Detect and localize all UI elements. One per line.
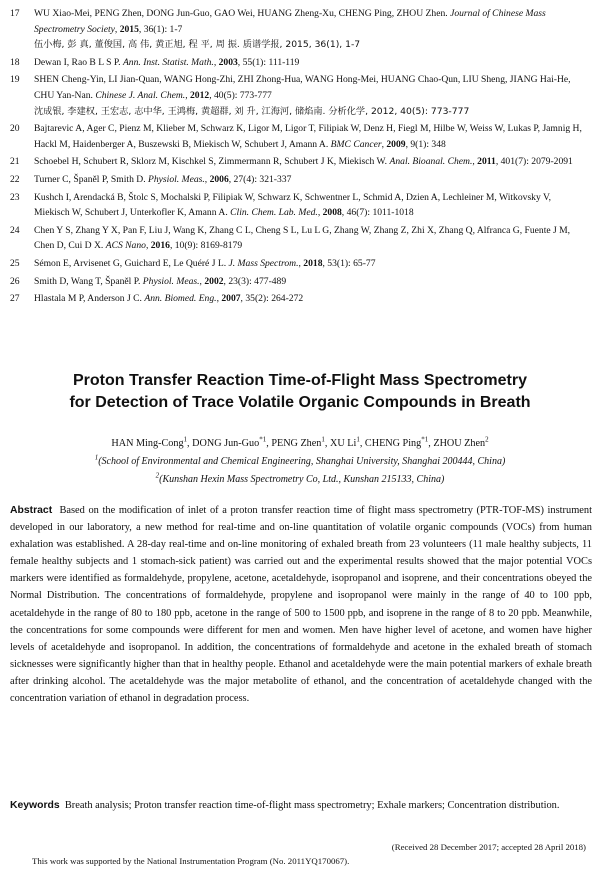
reference-volume-pages: , 9(1): 348 bbox=[405, 138, 446, 150]
keywords-label: Keywords bbox=[10, 800, 60, 811]
author-list: HAN Ming-Cong$^1$, DONG Jun-Guo$^{*1}$, PENG Zhen$^1$, XU Li$^1$, CHENG Ping$^{*1}$, ZHOU Zhen$^2$ bbox=[111, 435, 489, 449]
reference-authors: Turner C, Španěl P, Smith D. bbox=[34, 173, 146, 185]
reference-journal: Anal. Bioanal. Chem. bbox=[389, 156, 473, 168]
reference-volume-pages: , 401(7): 2079-2091 bbox=[495, 156, 573, 168]
reference-journal: Clin. Chem. Lab. Med. bbox=[230, 207, 318, 219]
reference-volume-pages: , 53(1): 65-77 bbox=[322, 257, 376, 269]
author-name: PENG Zhen bbox=[271, 438, 322, 449]
reference-number: 19 bbox=[10, 74, 20, 86]
affiliation-1-text: (School of Environmental and Chemical Engineering, Shanghai University, Shanghai 200444, China) bbox=[98, 456, 506, 467]
reference-number: 23 bbox=[10, 191, 20, 203]
reference-number: 22 bbox=[10, 173, 20, 185]
abstract bbox=[10, 502, 592, 707]
reference-volume-pages: , 10(9): 8169-8179 bbox=[169, 240, 243, 252]
reference-year: 2012 bbox=[190, 89, 210, 101]
reference-item: 19 SHEN Cheng-Yin, LI Jian-Quan, WANG Hong-Zhi, ZHI Zhong-Hua, WANG Hong-Mei, HUANG Chao-Qun, LIU Sheng, JIANG Hai-He, CHU Yan-Nan. Chinese J. Anal. Chem., 2012, 40(5): 773-777 沈成银, 李建权, 王宏志, 志中华, 王鸿梅, 黄超群, 刘 升, 江海河, 储焰南. 分析化学, 2012, 40(5): 773-777 bbox=[0, 72, 600, 119]
reference-journal: J. Mass Spectrom. bbox=[228, 257, 299, 269]
reference-item: 26 Smith D, Wang T, Španěl P. Physiol. Meas., 2002, 23(3): 477-489 bbox=[0, 274, 600, 290]
author-affiliation-marker: *1 bbox=[421, 435, 429, 444]
author-affiliation-marker: 1 bbox=[183, 435, 188, 444]
reference-year: 2002 bbox=[204, 275, 224, 287]
reference-authors: Sémon E, Arvisenet G, Guichard E, Le Quéré J L. bbox=[34, 257, 227, 269]
reference-number: 20 bbox=[10, 123, 20, 135]
reference-volume-pages: , 27(4): 321-337 bbox=[228, 173, 292, 185]
reference-item: 21 Schoebel H, Schubert R, Sklorz M, Kischkel S, Zimmermann R, Schubert J K, Miekisch W. Anal. Bioanal. Chem., 2011, 401(7): 2079-2091 bbox=[0, 154, 600, 170]
reference-item: 18 Dewan I, Rao B L S P. Ann. Inst. Statist. Math., 2003, 55(1): 111-119 bbox=[0, 55, 600, 71]
reference-list bbox=[0, 6, 600, 309]
reference-year: 2009 bbox=[386, 138, 406, 150]
reference-year: 2015 bbox=[119, 23, 139, 35]
reference-number: 21 bbox=[10, 156, 20, 168]
reference-journal: Journal of Chinese Mass Spectrometry Society bbox=[34, 8, 546, 35]
reference-authors: Hlastala M P, Anderson J C. bbox=[34, 293, 142, 305]
affiliation-1-marker: 1 bbox=[94, 453, 99, 462]
funding-note: This work was supported by the National Instrumentation Program (No. 2011YQ170067). bbox=[32, 856, 350, 866]
reference-chinese: 沈成银, 李建权, 王宏志, 志中华, 王鸿梅, 黄超群, 刘 升, 江海河, 储焰南. 分析化学, 2012, 40(5): 773-777 bbox=[34, 105, 470, 117]
reference-year: 2011 bbox=[477, 156, 496, 168]
author-affiliation-marker: 2 bbox=[485, 435, 489, 444]
author-name: ZHOU Zhen bbox=[433, 438, 486, 449]
reference-volume-pages: , 55(1): 111-119 bbox=[237, 56, 300, 68]
reference-volume-pages: , 23(3): 477-489 bbox=[223, 275, 287, 287]
author bbox=[364, 435, 429, 449]
author bbox=[271, 435, 325, 449]
reference-year: 2018 bbox=[303, 257, 323, 269]
reference-volume-pages: , 46(7): 1011-1018 bbox=[341, 207, 414, 219]
affiliation-2-text: (Kunshan Hexin Mass Spectrometry Co, Ltd., Kunshan 215133, China) bbox=[159, 474, 445, 485]
reference-authors: WU Xiao-Mei, PENG Zhen, DONG Jun-Guo, GAO Wei, HUANG Zheng-Xu, CHENG Ping, ZHOU Zhen. bbox=[34, 8, 448, 19]
received-date: (Received 28 December 2017; accepted 28 April 2018) bbox=[391, 842, 586, 852]
author-affiliation-marker: *1 bbox=[259, 435, 267, 444]
reference-volume-pages: , 36(1): 1-7 bbox=[138, 23, 183, 35]
reference-item: 25 Sémon E, Arvisenet G, Guichard E, Le Quéré J L. J. Mass Spectrom., 2018, 53(1): 65-77 bbox=[0, 256, 600, 272]
reference-authors: Chen Y S, Zhang Y X, Pan F, Liu J, Wang K, Zhang C L, Cheng S L, Lu L G, Zhang W, Zhang Z, Zhi X, Zhang Q, Alfranca G, Fuente J M, Chen D, Cui D X. bbox=[34, 224, 571, 252]
reference-journal: Chinese J. Anal. Chem. bbox=[95, 89, 186, 101]
reference-authors: Smith D, Wang T, Španěl P. bbox=[34, 275, 141, 287]
reference-number: 18 bbox=[10, 56, 20, 68]
reference-authors: Dewan I, Rao B L S P. bbox=[34, 56, 121, 68]
reference-item: 17 WU Xiao-Mei, PENG Zhen, DONG Jun-Guo, GAO Wei, HUANG Zheng-Xu, CHENG Ping, ZHOU Zhen. Journal of Chinese Mass Spectrometry Society, 2015, 36(1): 1-7 伍小梅, 彭 真, 董俊国, 高 伟, 黄正旭, 程 平, 周 振. 质谱学报, 2015, 36(1), 1-7 bbox=[0, 6, 600, 53]
reference-authors: SHEN Cheng-Yin, LI Jian-Quan, WANG Hong-Zhi, ZHI Zhong-Hua, WANG Hong-Mei, HUANG Chao-Qun, LIU Sheng, JIANG Hai-He, CHU Yan-Nan. bbox=[34, 74, 571, 101]
reference-authors: Bajtarevic A, Ager C, Pienz M, Klieber M, Schwarz K, Ligor M, Ligor T, Filipiak W, Denz H, Fiegl M, Hilbe W, Weiss W, Lukas P, Jamnig H, Hackl M, Haidenberger A, Buszewski B, Miekisch W, Schubert J, Amann A. bbox=[34, 123, 582, 150]
author-affiliation-marker: 1 bbox=[321, 435, 325, 444]
paper-title-line-2: for Detection of Trace Volatile Organic Compounds in Breath bbox=[69, 394, 531, 411]
reference-authors: Schoebel H, Schubert R, Sklorz M, Kischkel S, Zimmermann R, Schubert J K, Miekisch W. bbox=[34, 156, 388, 168]
reference-year: 2007 bbox=[221, 293, 241, 305]
reference-year: 2003 bbox=[218, 56, 238, 68]
affiliation-2-marker: 2 bbox=[155, 471, 160, 480]
reference-journal: ACS Nano bbox=[105, 240, 146, 252]
affiliation-2 bbox=[0, 471, 600, 485]
reference-journal: BMC Cancer bbox=[330, 138, 382, 150]
author-name: DONG Jun-Guo bbox=[192, 438, 260, 449]
reference-item: 22 Turner C, Španěl P, Smith D. Physiol. Meas., 2006, 27(4): 321-337 bbox=[0, 172, 600, 188]
reference-item: 24 Chen Y S, Zhang Y X, Pan F, Liu J, Wang K, Zhang C L, Cheng S L, Lu L G, Zhang W, Zhang Z, Zhi X, Zhang Q, Alfranca G, Fuente J M, Chen D, Cui D X. ACS Nano, 2016, 10(9): 8169-8179 bbox=[10, 224, 571, 252]
author-name: CHENG Ping bbox=[364, 438, 422, 449]
reference-number: 24 bbox=[10, 224, 20, 236]
reference-item: 23 Kushch I, Arendacká B, Štolc S, Mochalski P, Filipiak W, Schwarz K, Schwentner L, Schmid A, Dzien A, Lechleiner M, Witkovsky V, Miekisch W, Schubert J, Unterkofler K, Amann A. Clin. Chem. Lab. Med., 2008, 46(7): 1011-1018 bbox=[10, 191, 552, 219]
reference-number: 26 bbox=[10, 275, 20, 287]
paper-title-line-1: Proton Transfer Reaction Time-of-Flight Mass Spectrometry bbox=[72, 372, 527, 389]
reference-authors: Kushch I, Arendacká B, Štolc S, Mochalski P, Filipiak W, Schwarz K, Schwentner L, Schmid A, Dzien A, Lechleiner M, Witkovsky V, Miekisch W, Schubert J, Unterkofler K, Amann A. bbox=[34, 191, 552, 219]
reference-journal: Ann. Biomed. Eng. bbox=[144, 293, 217, 305]
reference-journal: Ann. Inst. Statist. Math. bbox=[122, 56, 214, 68]
author bbox=[111, 435, 188, 449]
author-affiliation-marker: 1 bbox=[356, 435, 360, 444]
reference-year: 2016 bbox=[150, 240, 170, 252]
reference-number: 25 bbox=[10, 257, 20, 269]
reference-journal: Physiol. Meas. bbox=[142, 275, 200, 287]
author bbox=[433, 435, 489, 449]
reference-number: 17 bbox=[10, 8, 20, 19]
author-name: XU Li bbox=[330, 438, 357, 449]
reference-volume-pages: , 40(5): 773-777 bbox=[209, 89, 272, 101]
abstract-text: Based on the modification of inlet of a proton transfer reaction time of flight mass spectrometry (PTR-TOF-MS) instrument developed in our laboratory, a new method for real-time and on-line quantitation of volatile organic compounds (VOCs) from human exhalation was established. A 28-day real-time and on-line monitoring of exhaled breath from 23 volunteers (11 male healthy subjects, 11 female healthy subjects and 1 stomach-sick patient) was carried out and the experimental results showed that the major potential VOCs markers were identified as formaldehyde, propylene, acetone, acetaldehyde, isopropanol and isoprene, and their concentrations obeyed the Normal Distribution. The concentrations of formaldehyde, propylene and isopropanol were mainly in the range of 40 to 100 ppb, acetaldehyde in the range of 80 to 180 ppb, acetone in the range of 500 to 1500 ppb, and isoprene in the range of 8 to 20 ppb. Meanwhile, the concentrations for some compounds were different for men and women. Men have higher level of acetone, and women have higher levels of acetaldehyde and isopropanol. In addition, the concentrations of formaldehyde and acetone in the exhaled breath of stomach sicknesses were significantly higher than that in healthy people. Ethanol and acetaldehyde were the main potential markers of exhale breath after drinking alcohol. The acetaldehyde was the major metabolite of ethanol, and the concentration of acetaldehyde changed with the concentration variation of ethanol in degradation process. bbox=[10, 505, 592, 705]
reference-chinese: 伍小梅, 彭 真, 董俊国, 高 伟, 黄正旭, 程 平, 周 振. 质谱学报, 2015, 36(1), 1-7 bbox=[34, 39, 361, 51]
reference-volume-pages: , 35(2): 264-272 bbox=[240, 293, 304, 305]
abstract-label: Abstract bbox=[10, 505, 53, 516]
reference-item: 27 Hlastala M P, Anderson J C. Ann. Biomed. Eng., 2007, 35(2): 264-272 bbox=[0, 291, 600, 307]
reference-journal: Physiol. Meas. bbox=[148, 173, 205, 185]
reference-number: 27 bbox=[10, 293, 20, 305]
author bbox=[330, 435, 360, 449]
keywords bbox=[10, 797, 592, 814]
author-name: HAN Ming-Cong bbox=[111, 438, 184, 449]
author bbox=[192, 435, 267, 449]
affiliation-1 bbox=[0, 453, 600, 467]
keywords-text: Breath analysis; Proton transfer reaction time-of-flight mass spectrometry; Exhale markers; Concentration distribution. bbox=[64, 800, 560, 811]
reference-item: 20 Bajtarevic A, Ager C, Pienz M, Klieber M, Schwarz K, Ligor M, Ligor T, Filipiak W, Denz H, Fiegl M, Hilbe W, Weiss W, Lukas P, Jamnig H, Hackl M, Haidenberger A, Buszewski B, Miekisch W, Schubert J, Amann A. BMC Cancer, 2009, 9(1): 348 bbox=[10, 123, 582, 150]
reference-year: 2006 bbox=[209, 173, 229, 185]
reference-year: 2008 bbox=[322, 207, 342, 219]
